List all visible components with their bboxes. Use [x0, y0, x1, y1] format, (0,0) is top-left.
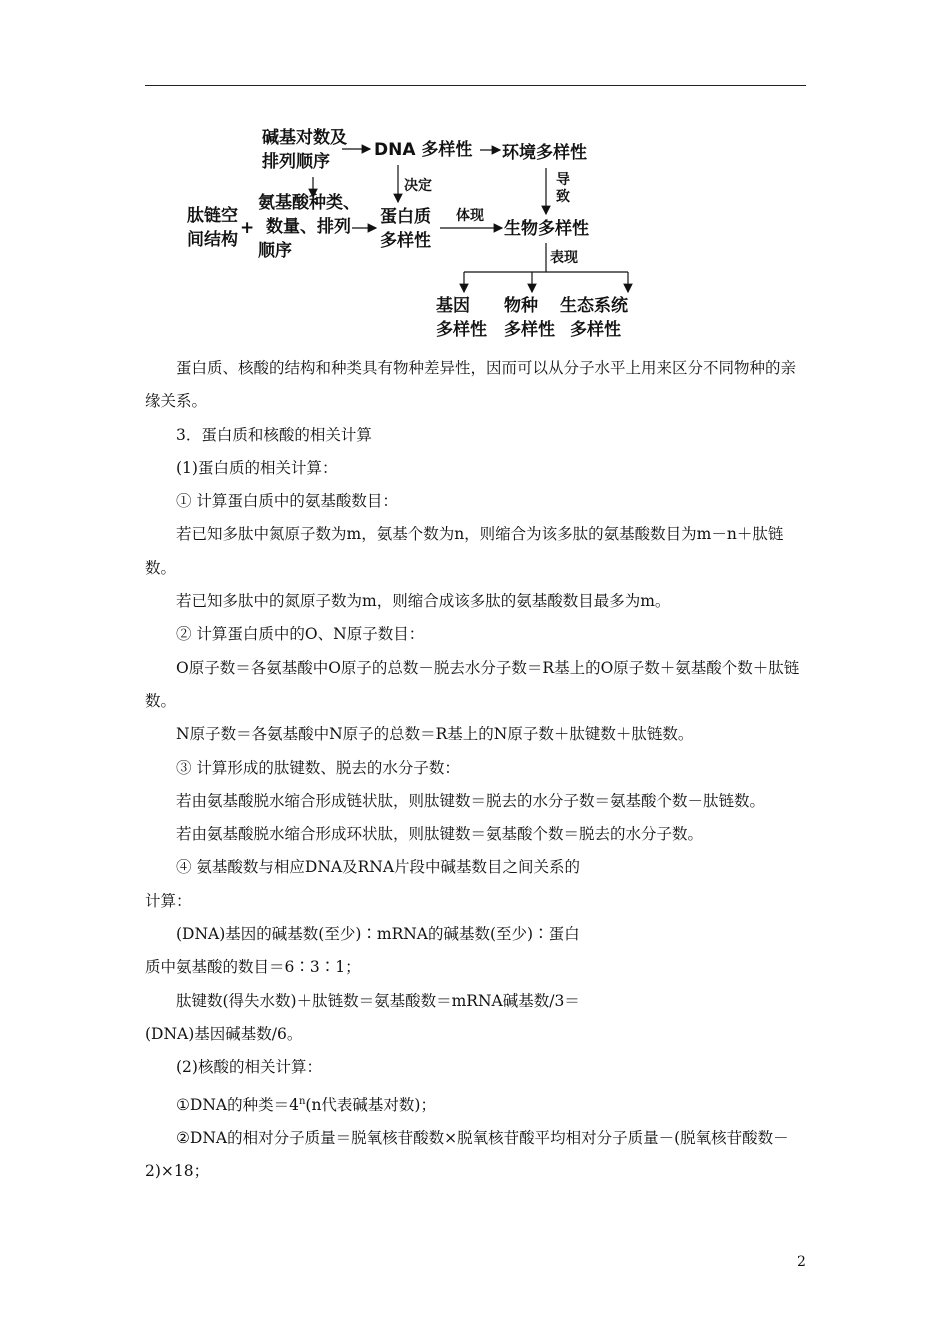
- dna-diversity-label: DNA 多样性: [374, 140, 473, 160]
- item-on-atoms: ② 计算蛋白质中的O、N原子数目：: [176, 625, 425, 644]
- peptide-structure-label: 肽链空 间结构: [187, 206, 238, 250]
- ecosystem-diversity-label: 生态系统 多样性: [560, 296, 628, 340]
- amino-acids-label: 氨基酸种类、 数量、排列 顺序: [258, 193, 360, 261]
- determines-label: 决定: [404, 178, 432, 194]
- paragraph-dna-types: ①DNA的种类$=4^n(n$代表碱基对数)；: [176, 1095, 436, 1114]
- paragraph-cyclic-peptide: 若由氨基酸脱水缩合形成环状肽，则肽键数＝氨基酸个数＝脱去的水分子数。: [176, 825, 704, 844]
- gene-diversity-label: 基因 多样性: [436, 296, 487, 340]
- subheading-protein: (1)蛋白质的相关计算：: [176, 458, 338, 477]
- item-amino-acid-count: ① 计算蛋白质中的氨基酸数目：: [176, 492, 398, 511]
- body-text: [145, 352, 810, 1189]
- manifests-label: 表现: [550, 250, 578, 266]
- paragraph-nitrogen-amino: 若已知多肽中氮原子数为m，氨基个数为n，则缩合为该多肽的氨基酸数目为m－n＋肽链数。: [145, 525, 784, 577]
- biodiversity-diagram: [0, 0, 950, 360]
- section-heading-3: 3．蛋白质和核酸的相关计算: [176, 425, 372, 444]
- plus-sign: +: [240, 218, 255, 238]
- paragraph-species-difference: 蛋白质、核酸的结构和种类具有物种差异性，因而可以从分子水平上用来区分不同物种的亲缘关系。: [145, 359, 797, 411]
- paragraph-chain-peptide: 若由氨基酸脱水缩合形成链状肽，则肽键数＝脱去的水分子数＝氨基酸个数－肽链数。: [176, 791, 766, 810]
- paragraph-o-atoms: O原子数＝各氨基酸中O原子的总数－脱去水分子数＝R基上的O原子数＋氨基酸个数＋肽链数。: [145, 658, 800, 710]
- paragraph-equation: 肽键数(得失水数)＋肽链数＝氨基酸数＝mRNA碱基数/3＝(DNA)基因碱基数/6。: [145, 991, 580, 1043]
- item-base-count: ④ 氨基酸数与相应DNA及RNA片段中碱基数目之间关系的计算：: [145, 858, 581, 910]
- paragraph-ratio: (DNA)基因的碱基数(至少)∶mRNA的碱基数(至少)∶蛋白质中氨基酸的数目＝6∶3∶1；: [145, 925, 580, 977]
- species-diversity-label: 物种 多样性: [504, 296, 555, 340]
- leads-to-label: 导 致: [556, 172, 570, 205]
- protein-diversity-label: 蛋白质 多样性: [380, 207, 431, 251]
- paragraph-dna-mass: ②DNA的相对分子质量＝脱氧核苷酸数×脱氧核苷酸平均相对分子质量－(脱氧核苷酸数－2)×18；: [145, 1128, 789, 1181]
- bio-diversity-label: 生物多样性: [504, 219, 589, 239]
- paragraph-max-amino: 若已知多肽中的氮原子数为m，则缩合成该多肽的氨基酸数目最多为m。: [176, 592, 671, 611]
- page-number: 2: [797, 1254, 806, 1270]
- subheading-nucleic: (2)核酸的相关计算：: [176, 1058, 322, 1077]
- environment-diversity-label: 环境多样性: [502, 143, 587, 163]
- item-peptide-bonds: ③ 计算形成的肽键数、脱去的水分子数：: [176, 758, 460, 777]
- base-pairs-label: 碱基对数及 排列顺序: [262, 128, 347, 172]
- embodies-label: 体现: [456, 208, 484, 224]
- paragraph-n-atoms: N原子数＝各氨基酸中N原子的总数＝R基上的N原子数＋肽键数＋肽链数。: [176, 725, 694, 744]
